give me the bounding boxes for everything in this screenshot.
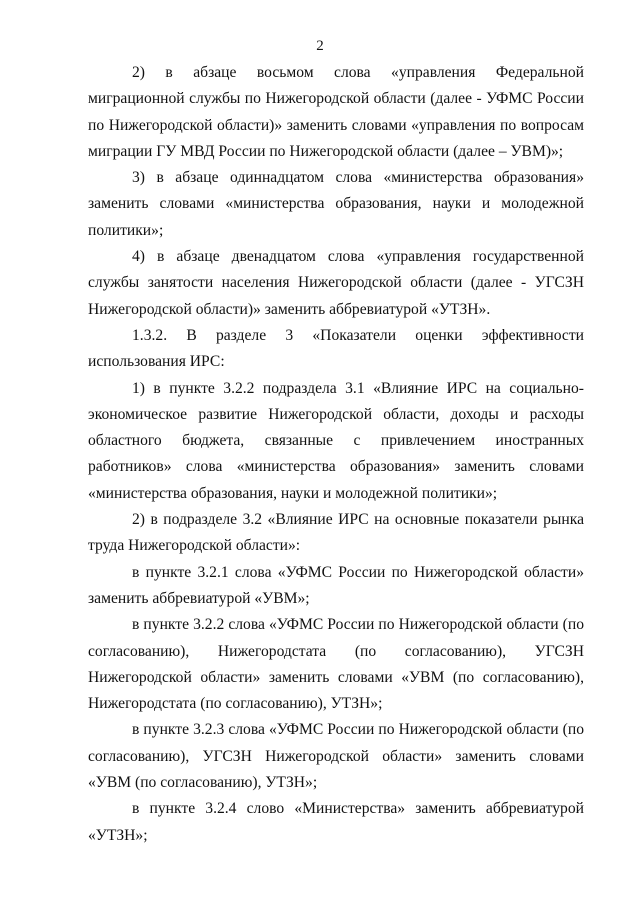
page-number: 2 — [316, 38, 324, 54]
paragraph-point-3-2-3: в пункте 3.2.3 слова «УФМС России по Нижегородской области (по согласованию), УГСЗН Нижегородской области» заменить словами «УВМ (по согласованию), УТЗН»; — [88, 721, 584, 792]
paragraph-item-3: 3) в абзаце одиннадцатом слова «министерства образования» заменить словами «министерства образования, науки и молодежной политики»; — [88, 169, 584, 239]
paragraph-point-3-2-1: в пункте 3.2.1 слова «УФМС России по Нижегородской области» заменить аббревиатурой «УВМ»; — [88, 563, 584, 607]
paragraph-subitem-2: 2) в подразделе 3.2 «Влияние ИРС на основные показатели рынка труда Нижегородской области»: — [88, 511, 584, 555]
paragraph-section-1-3-2: 1.3.2. В разделе 3 «Показатели оценки эффективности использования ИРС: — [88, 326, 584, 371]
paragraph-point-3-2-4: в пункте 3.2.4 слово «Министерства» заменить аббревиатурой «УТЗН»; — [88, 800, 584, 844]
paragraph-item-2: 2) в абзаце восьмом слова «управления Федеральной миграционной службы по Нижегородской области (далее - УФМС России по Нижегородской области)» заменить словами «управления по вопросам миграции ГУ МВД России по Нижегородской области (далее – УВМ)»; — [88, 64, 584, 160]
document-body — [88, 60, 584, 849]
paragraph-point-3-2-2: в пункте 3.2.2 слова «УФМС России по Нижегородской области (по согласованию), Нижегородстата (по согласованию), УГСЗН Нижегородской области» заменить словами «УВМ (по согласованию), Нижегородстата (по согласованию), УТЗН»; — [88, 616, 584, 713]
paragraph-item-4: 4) в абзаце двенадцатом слова «управления государственной службы занятости населения Нижегородской области (далее - УГСЗН Нижегородской области)» заменить аббревиатурой «УТЗН». — [88, 248, 584, 318]
paragraph-subitem-1: 1) в пункте 3.2.2 подраздела 3.1 «Влияние ИРС на социально-экономическое развитие Нижегородской области, доходы и расходы областного бюджета, связанные с привлечением иностранных работников» слова «министерства образования» заменить словами «министерства образования, науки и молодежной политики»; — [88, 379, 584, 502]
